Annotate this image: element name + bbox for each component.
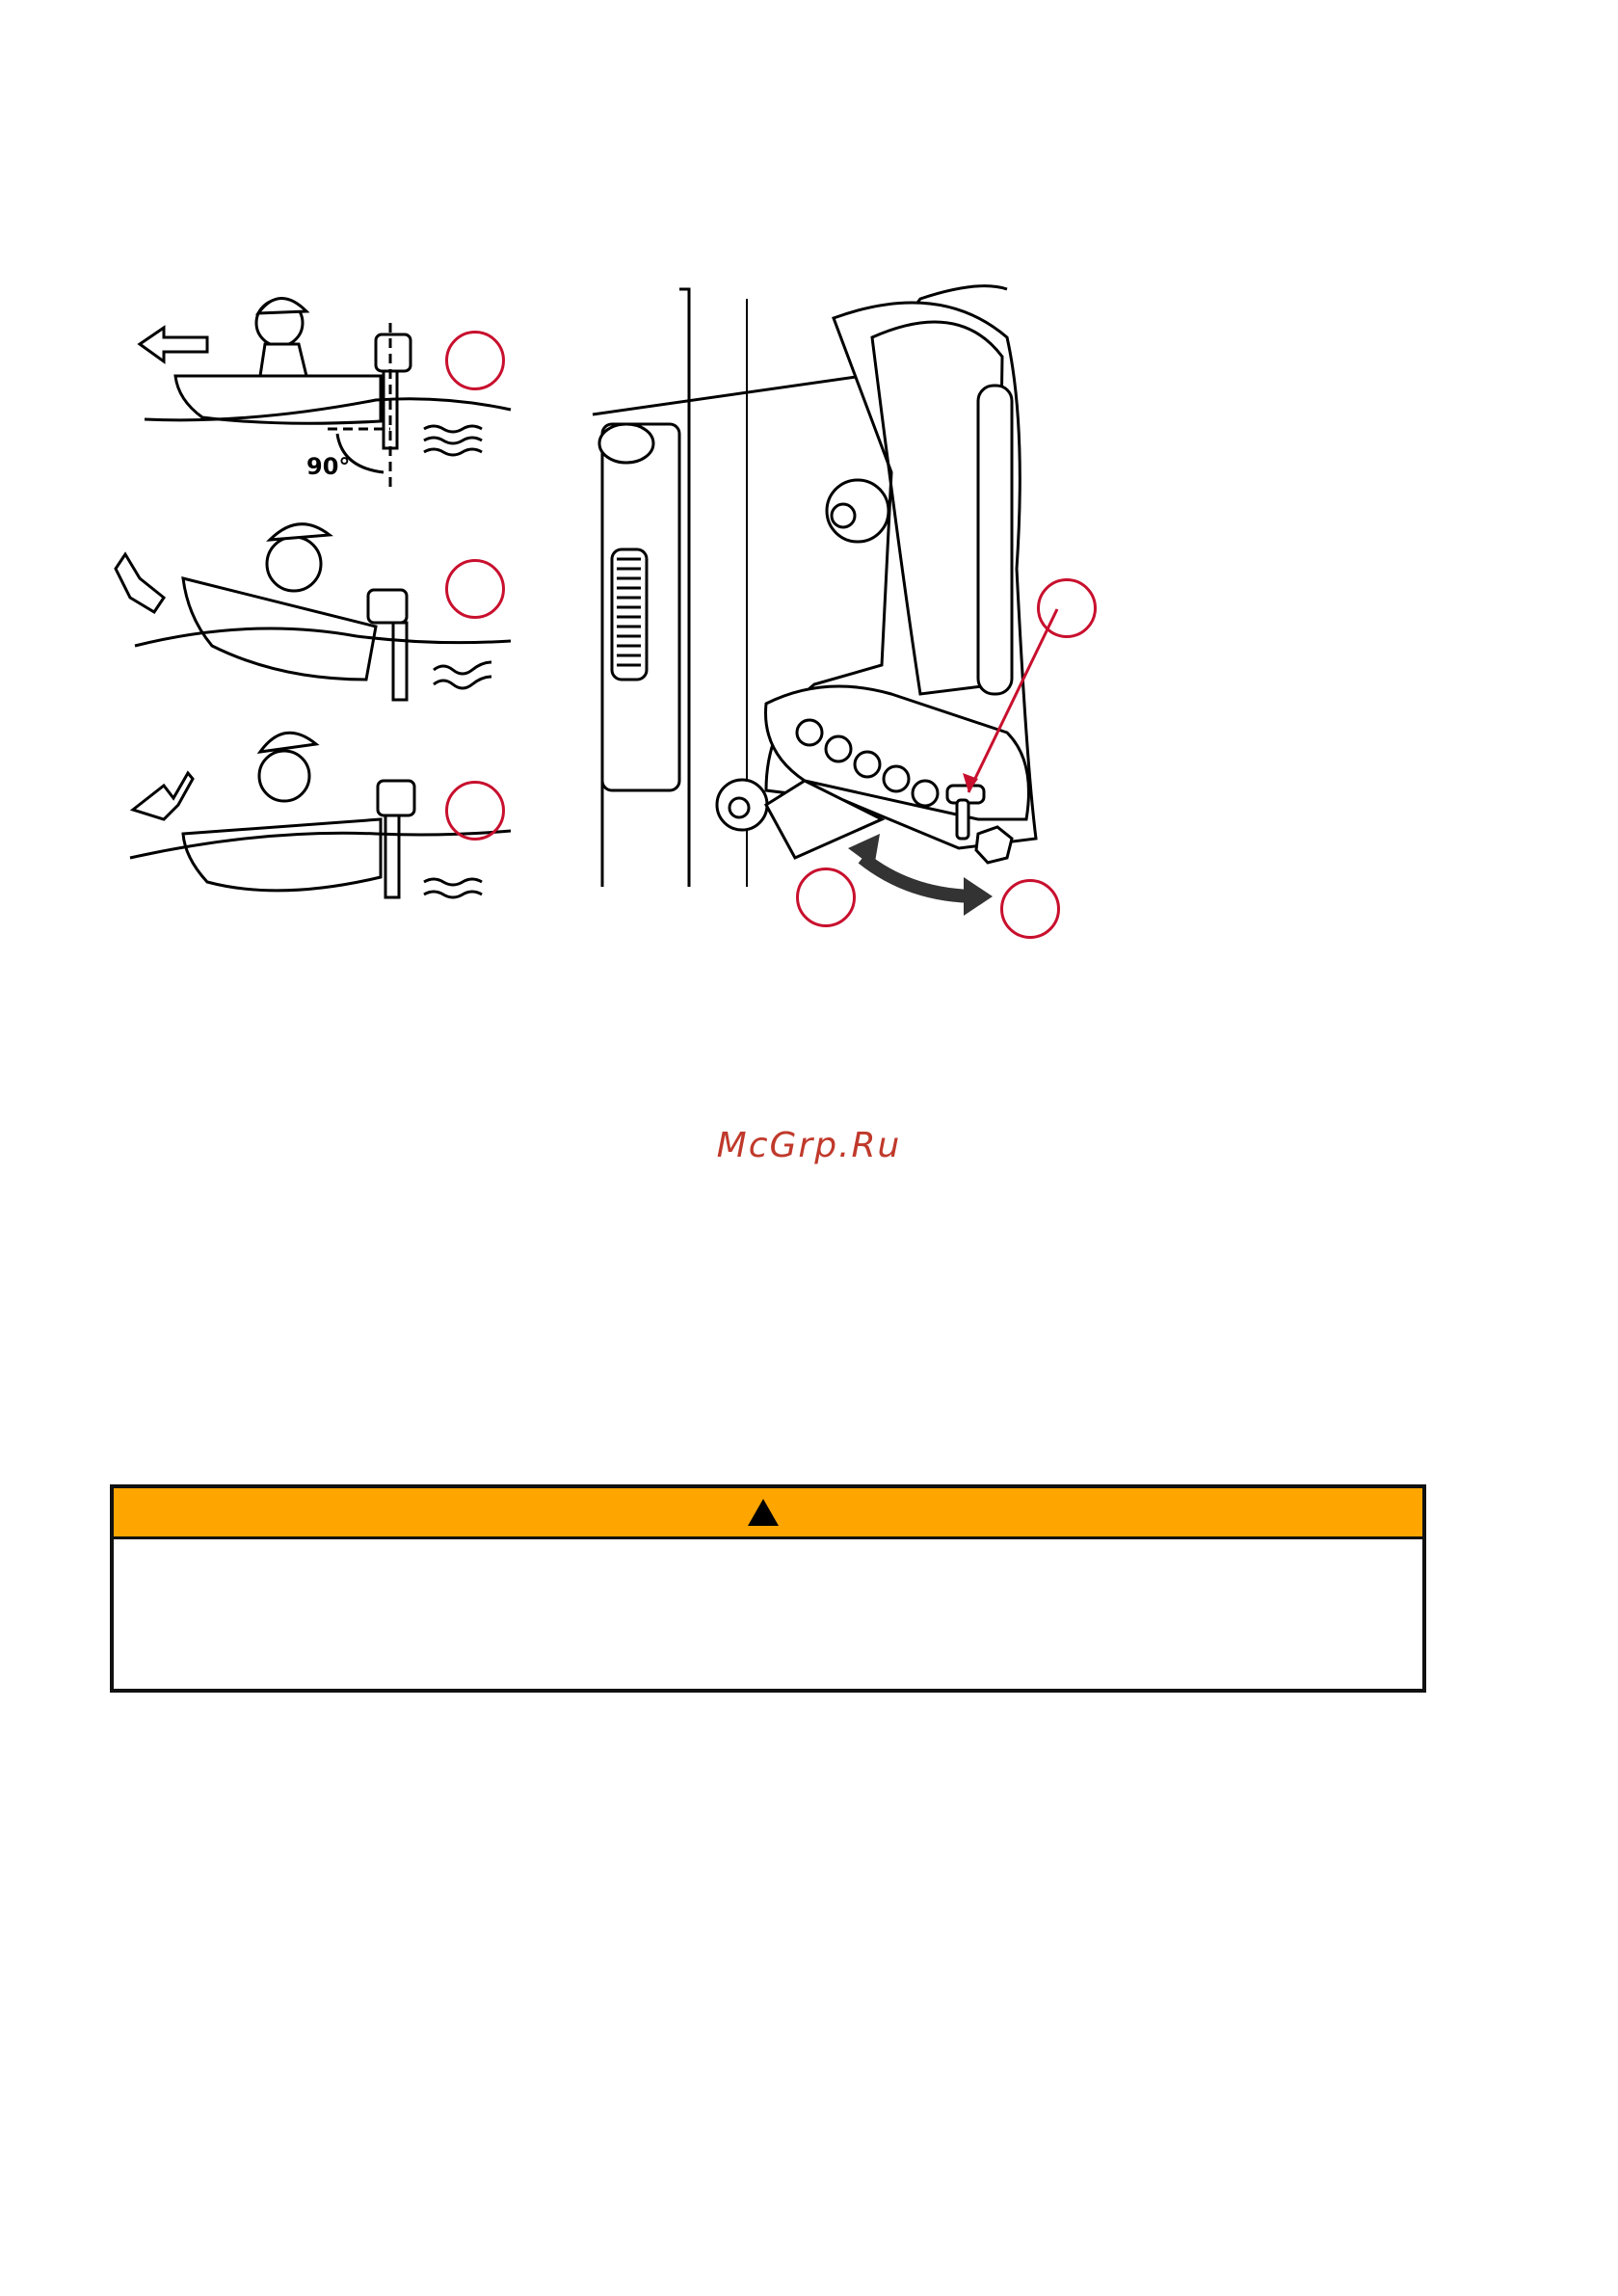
warning-header — [114, 1488, 1422, 1539]
callout-circle-3 — [445, 781, 505, 841]
warning-box — [110, 1484, 1426, 1693]
callout-circle-5 — [796, 868, 856, 927]
tilt-pin-illustration — [573, 280, 1074, 935]
callout-circle-6 — [1000, 879, 1060, 939]
warning-body — [114, 1539, 1422, 1570]
callout-circle-2 — [445, 559, 505, 619]
callout-circle-1 — [445, 331, 505, 390]
watermark: McGrp.Ru — [716, 1126, 902, 1165]
trim-angle-label: 90° — [306, 453, 351, 480]
warning-triangle-icon — [748, 1499, 779, 1526]
callout-circle-4 — [1037, 578, 1097, 638]
